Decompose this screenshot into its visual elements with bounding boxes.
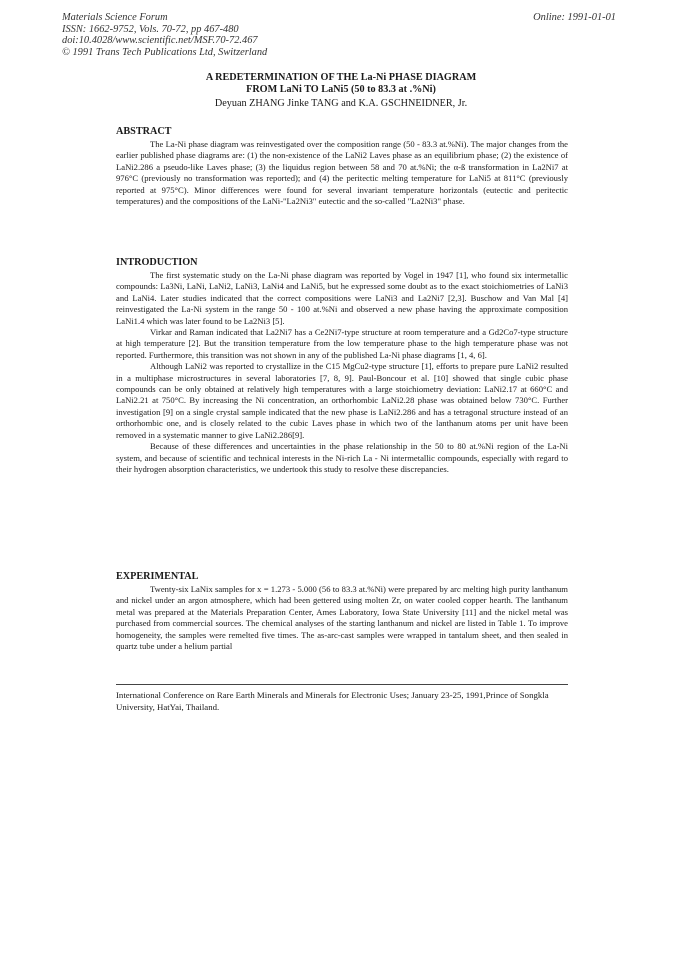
experimental-section [116, 571, 568, 652]
doi-link[interactable]: doi:10.4028/www.scientific.net/MSF.70-72.467 [62, 35, 258, 47]
introduction-paragraph-1: The first systematic study on the La-Ni phase diagram was reported by Vogel in 1947 [1], who found six intermetallic compounds: La3Ni, LaNi, LaNi2, LaNi3, LaNi4 and LaNi5, but he expressed some doubt as to the exact stoichiometries of LaNi3 and LaNi4. Later studies indicated that the correct compositions were LaNi3 and La2Ni7 [2,3]. Buschow and Van Mal [4] reinvestigated the La-Ni system in the range 50 - 100 at.%Ni and observed a new phase having the approximate composition LaNi1.4 which was later found to be La2Ni3 [5]. [116, 270, 568, 326]
introduction-paragraph-3: Although LaNi2 was reported to crystallize in the C15 MgCu2-type structure [1], efforts to prepare pure LaNi2 resulted in a multiphase microstructures in several laboratories [7, 8, 9]. Paul-Boncour et al. [10] showed that single cubic phase compounds can be only obtained at relatively high temperatures with a large stoichiometry deviation: LaNi2.17 at 660°C and LaNi2.21 at 750°C. By increasing the Ni concentration, an orthorhombic LaNi2.28 phase was obtained below 730°C. Further investigation [9] on a single crystal sample indicated that the new phase is LaNi2.286 and has a tetragonal structure instead of an orthorhombic one, and is closely related to the cubic Laves phase in which two of the lanthanum atoms per unit have been removed in a systematic manner to give LaNi2.286[9]. [116, 361, 568, 440]
abstract-paragraph: The La-Ni phase diagram was reinvestigated over the composition range (50 - 83.3 at.%Ni). The major changes from the earlier published phase diagrams are: (1) the non-existence of the LaNi2 Laves phase as an equilibrium phase; (2) the existence of LaNi2.286 a pseudo-like Laves phase; (3) the liquidus region between 58 and 70 at.%Ni; the α-ß transformation in La2Ni7 at 976°C (previously no transformation was reported); and (4) the peritectic melting temperature for LaNi5 at 811°C (previously reported at 975°C). Minor differences were found for several invariant temperature horizontals (eutectic and peritectic temperatures) and the compositions of the LaNi-"La2Ni3" eutectic and the so-called "La2Ni3" phase. [116, 139, 568, 207]
journal-name: Materials Science Forum [62, 12, 168, 23]
abstract-heading: ABSTRACT [116, 126, 172, 137]
title-line-1: A REDETERMINATION OF THE La-Ni PHASE DIAGRAM [205, 72, 477, 83]
author-list: Deyuan ZHANG Jinke TANG and K.A. GSCHNEIDNER, Jr. [214, 98, 468, 109]
title-line-2: FROM LaNi TO LaNi5 (50 to 83.3 at .%Ni) [246, 84, 436, 96]
issn-line: ISSN: 1662-9752, Vols. 70-72, pp 467-480 [62, 23, 239, 35]
paper-title [115, 72, 567, 97]
introduction-heading: INTRODUCTION [116, 257, 198, 268]
online-date: Online: 1991-01-01 [533, 12, 616, 23]
publication-metadata [62, 12, 267, 58]
footnote-divider [116, 684, 568, 685]
conference-footnote: International Conference on Rare Earth Minerals and Minerals for Electronic Uses; January 23-25, 1991,Prince of Songkla University, HatYai, Thailand. [116, 690, 549, 712]
experimental-paragraph-1: Twenty-six LaNix samples for x = 1.273 - 5.000 (56 to 83.3 at.%Ni) were prepared by arc melting high purity lanthanum and nickel under an argon atmosphere, which had been gettered using molten Zr, on water cooled copper hearth. The lanthanum metal was prepared at the Materials Preparation Center, Ames Laboratory, Iowa State University [11] and the nickel metal was purchased from commercial sources. The chemical analyses of the starting lanthanum and nickel are listed in Table 1. To improve homogeneity, the samples were remelted five times. The as-arc-cast samples were wrapped in tantalum sheet, and then sealed in quartz tube under a helium partial [116, 584, 568, 652]
abstract-section [116, 126, 568, 207]
introduction-paragraph-2: Virkar and Raman indicated that La2Ni7 has a Ce2Ni7-type structure at room temperature and a Gd2Co7-type structure at high temperature [2]. But the transition temperature from the low temperature phase to the high temperature phase was not reported. Furthermore, this transition was not shown in any of the published La-Ni phase diagrams [1, 4, 6]. [116, 327, 568, 360]
copyright-line: © 1991 Trans Tech Publications Ltd, Switzerland [62, 46, 268, 58]
introduction-section [116, 257, 568, 475]
introduction-paragraph-4: Because of these differences and uncertainties in the phase relationship in the 50 to 80 at.%Ni region of the La-Ni system, and because of scientific and technical interests in the Ni-rich La - Ni intermetallic compounds, especially with regard to their hydrogen absorption characteristics, we undertook this study to resolve these discrepancies. [116, 441, 568, 474]
experimental-heading: EXPERIMENTAL [116, 571, 199, 582]
